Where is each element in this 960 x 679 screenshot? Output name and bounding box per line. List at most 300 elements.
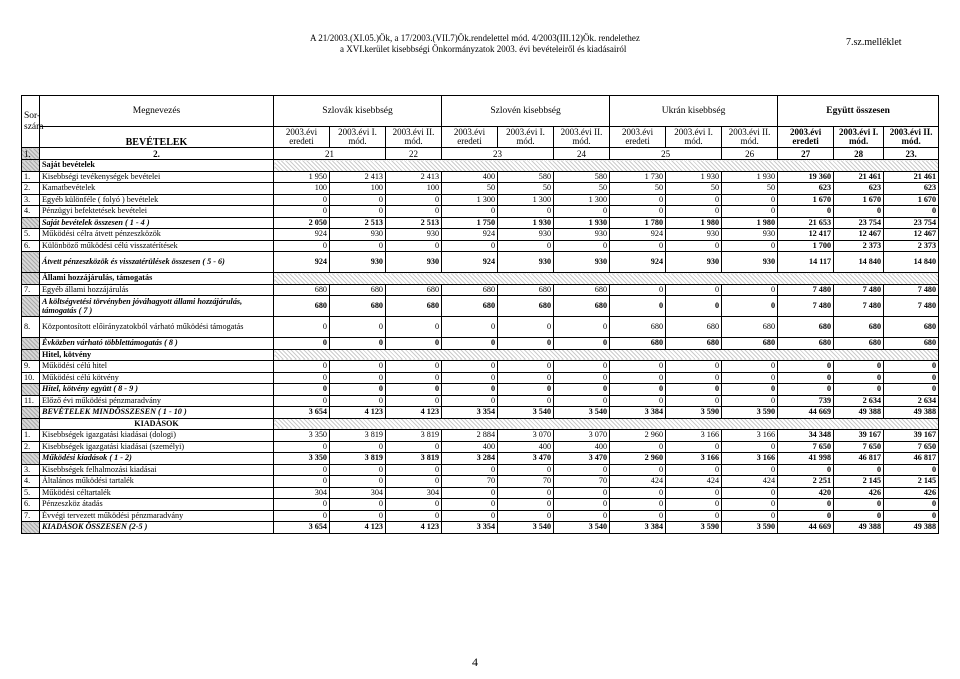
cell-value: 0 <box>330 499 386 511</box>
cell-value: 930 <box>498 229 554 241</box>
cell-value: 623 <box>884 183 939 195</box>
cell-value: 3 384 <box>610 407 666 419</box>
cell-value: 0 <box>722 296 778 317</box>
row-number: 4. <box>22 476 40 488</box>
cell-value: 0 <box>498 361 554 373</box>
row-number: 9. <box>22 361 40 373</box>
cell-value: 1 980 <box>666 217 722 229</box>
cell-value: 924 <box>610 229 666 241</box>
cell-value: 0 <box>330 395 386 407</box>
subheader-year: 2003.évi II. <box>728 127 771 137</box>
cell-value: 14 840 <box>884 252 939 273</box>
cell-value: 0 <box>554 395 610 407</box>
col-megnevezes: Megnevezés <box>40 96 274 127</box>
table-row <box>22 418 939 430</box>
cell-value: 0 <box>498 510 554 522</box>
cell-value: 0 <box>722 395 778 407</box>
cell-value: 2 634 <box>834 395 884 407</box>
cell-value: 0 <box>610 296 666 317</box>
cell-value: 1 930 <box>554 217 610 229</box>
cell-value: 4 123 <box>330 407 386 419</box>
row-label: Saját bevételek összesen ( 1 - 4 ) <box>40 217 274 229</box>
cell-value: 23 754 <box>884 217 939 229</box>
cell-value: 7 650 <box>778 441 834 453</box>
cell-value: 4 123 <box>386 407 442 419</box>
cell-value: 2 634 <box>884 395 939 407</box>
cell-value: 304 <box>386 487 442 499</box>
subheader-type: eredeti <box>457 136 482 146</box>
cell-value: 0 <box>722 372 778 384</box>
cell-value: 100 <box>386 183 442 195</box>
cell-value: 0 <box>442 338 498 350</box>
cell-value: 400 <box>442 171 498 183</box>
row-number <box>22 453 40 465</box>
cell-value: 680 <box>442 296 498 317</box>
subheader-year: 2003.évi I. <box>674 127 713 137</box>
cell-value: 3 166 <box>666 453 722 465</box>
cell-value: 924 <box>274 229 330 241</box>
subheader-3-1 <box>834 127 884 148</box>
cell-value: 50 <box>554 183 610 195</box>
cell-value: 680 <box>386 296 442 317</box>
row-number: 6. <box>22 240 40 252</box>
cell-value: 680 <box>274 284 330 296</box>
row-label: Általános működési tartalék <box>40 476 274 488</box>
cell-value: 680 <box>386 284 442 296</box>
cell-value: 930 <box>554 229 610 241</box>
cell-value: 100 <box>274 183 330 195</box>
cell-value: 1 300 <box>442 194 498 206</box>
subheader-type: eredeti <box>625 136 650 146</box>
cell-value: 0 <box>386 317 442 338</box>
cell-value: 0 <box>722 441 778 453</box>
cell-value: 0 <box>386 476 442 488</box>
cell-value: 0 <box>386 510 442 522</box>
cell-value: 680 <box>778 338 834 350</box>
cell-value: 19 360 <box>778 171 834 183</box>
cell-value: 4 123 <box>330 522 386 534</box>
table-row <box>22 171 939 183</box>
subheader-type: mód. <box>848 136 869 146</box>
column-number: 25 <box>610 148 722 160</box>
column-number: 24 <box>554 148 610 160</box>
cell-value: 0 <box>610 206 666 218</box>
table-row <box>22 183 939 195</box>
cell-value: 0 <box>834 384 884 396</box>
cell-value: 0 <box>330 240 386 252</box>
cell-value: 680 <box>778 317 834 338</box>
cell-value: 0 <box>610 194 666 206</box>
cell-value: 12 417 <box>778 229 834 241</box>
cell-value: 0 <box>330 206 386 218</box>
row-number <box>22 296 40 317</box>
cell-value: 39 167 <box>884 430 939 442</box>
cell-value: 0 <box>722 510 778 522</box>
cell-value: 680 <box>666 338 722 350</box>
cell-value: 1 950 <box>274 171 330 183</box>
cell-value: 0 <box>498 384 554 396</box>
cell-value: 0 <box>666 240 722 252</box>
cell-value: 1 730 <box>610 171 666 183</box>
cell-value: 930 <box>330 252 386 273</box>
cell-value: 12 467 <box>884 229 939 241</box>
row-number: 7. <box>22 510 40 522</box>
subheader-type: mód. <box>901 136 921 146</box>
cell-value: 3 070 <box>554 430 610 442</box>
cell-value: 2 413 <box>386 171 442 183</box>
cell-value: 0 <box>610 499 666 511</box>
section-filler <box>274 349 939 361</box>
cell-value: 0 <box>498 487 554 499</box>
cell-value: 680 <box>274 296 330 317</box>
cell-value: 2 145 <box>884 476 939 488</box>
cell-value: 3 350 <box>274 430 330 442</box>
header-row-sub <box>22 127 939 148</box>
cell-value: 46 817 <box>884 453 939 465</box>
cell-value: 0 <box>274 464 330 476</box>
subheader-type: mód. <box>348 136 367 146</box>
cell-value: 930 <box>498 252 554 273</box>
cell-value: 930 <box>722 229 778 241</box>
cell-value: 304 <box>274 487 330 499</box>
row-number <box>22 160 40 172</box>
cell-value: 3 540 <box>498 407 554 419</box>
cell-value: 0 <box>884 206 939 218</box>
cell-value: 49 388 <box>884 522 939 534</box>
column-number: 28 <box>834 148 884 160</box>
subheader-year: 2003.évi <box>285 127 318 137</box>
cell-value: 0 <box>778 499 834 511</box>
cell-value: 0 <box>274 372 330 384</box>
row-number <box>22 217 40 229</box>
row-number: 5. <box>22 229 40 241</box>
cell-value: 930 <box>330 229 386 241</box>
row-number <box>22 349 40 361</box>
page-number: 4 <box>472 655 478 669</box>
table-row <box>22 229 939 241</box>
cell-value: 50 <box>610 183 666 195</box>
cell-value: 3 166 <box>722 430 778 442</box>
cell-value: 0 <box>884 510 939 522</box>
cell-value: 424 <box>722 476 778 488</box>
header-row-groups <box>22 96 939 127</box>
cell-value: 3 819 <box>330 453 386 465</box>
cell-value: 0 <box>386 361 442 373</box>
cell-value: 0 <box>834 510 884 522</box>
cell-value: 0 <box>884 384 939 396</box>
cell-value: 1 700 <box>778 240 834 252</box>
cell-value: 0 <box>666 361 722 373</box>
cell-value: 0 <box>442 361 498 373</box>
subheader-0-2 <box>386 127 442 148</box>
cell-value: 0 <box>442 384 498 396</box>
cell-value: 14 840 <box>834 252 884 273</box>
cell-value: 0 <box>722 240 778 252</box>
cell-value: 0 <box>884 499 939 511</box>
col-sorszam: Sor- szám <box>22 96 40 148</box>
row-label: Pénzeszköz átadás <box>40 499 274 511</box>
row-label: KIADÁSOK <box>40 418 274 430</box>
cell-value: 930 <box>722 252 778 273</box>
cell-value: 930 <box>666 229 722 241</box>
cell-value: 0 <box>666 284 722 296</box>
cell-value: 680 <box>330 284 386 296</box>
table-row <box>22 464 939 476</box>
cell-value: 924 <box>442 252 498 273</box>
cell-value: 7 480 <box>778 296 834 317</box>
row-number: 1. <box>22 430 40 442</box>
cell-value: 0 <box>442 464 498 476</box>
cell-value: 0 <box>722 499 778 511</box>
cell-value: 0 <box>498 240 554 252</box>
cell-value: 12 467 <box>834 229 884 241</box>
cell-value: 0 <box>554 372 610 384</box>
cell-value: 580 <box>554 171 610 183</box>
row-label: Egyéb állami hozzájárulás <box>40 284 274 296</box>
subheader-2-0 <box>610 127 666 148</box>
cell-value: 0 <box>666 441 722 453</box>
cell-value: 50 <box>498 183 554 195</box>
subheader-0-0 <box>274 127 330 148</box>
cell-value: 680 <box>554 296 610 317</box>
cell-value: 2 513 <box>330 217 386 229</box>
subheader-3-0 <box>778 127 834 148</box>
cell-value: 0 <box>778 464 834 476</box>
cell-value: 0 <box>554 510 610 522</box>
subheader-type: mód. <box>404 136 423 146</box>
cell-value: 0 <box>610 240 666 252</box>
row-number: 8. <box>22 317 40 338</box>
cell-value: 1 670 <box>778 194 834 206</box>
cell-value: 49 388 <box>834 407 884 419</box>
cell-value: 50 <box>442 183 498 195</box>
table-row <box>22 240 939 252</box>
table-row <box>22 441 939 453</box>
cell-value: 0 <box>274 338 330 350</box>
cell-value: 3 590 <box>666 522 722 534</box>
header-line-1: A 21/2003.(XI.05.)Ök, a 17/2003.(VII.7)Ök.rendelettel mód. 4/2003(III.12)Ök. rendelethez <box>310 33 640 43</box>
subheader-0-1 <box>330 127 386 148</box>
cell-value: 0 <box>330 372 386 384</box>
cell-value: 0 <box>666 384 722 396</box>
cell-value: 3 350 <box>274 453 330 465</box>
row-label: Saját bevételek <box>40 160 274 172</box>
column-number: 22 <box>386 148 442 160</box>
subheader-year: 2003.évi <box>621 127 654 137</box>
table-row <box>22 407 939 419</box>
cell-value: 1 980 <box>722 217 778 229</box>
cell-value: 0 <box>884 372 939 384</box>
cell-value: 580 <box>498 171 554 183</box>
row-label: Átvett pénzeszközök és visszatérülések összesen ( 5 - 6) <box>40 252 274 273</box>
cell-value: 0 <box>554 317 610 338</box>
cell-value: 1 930 <box>666 171 722 183</box>
cell-value: 3 470 <box>554 453 610 465</box>
row-label: Kamatbevételek <box>40 183 274 195</box>
cell-value: 70 <box>442 476 498 488</box>
cell-value: 623 <box>834 183 884 195</box>
cell-value: 21 461 <box>834 171 884 183</box>
cell-value: 3 070 <box>498 430 554 442</box>
cell-value: 41 998 <box>778 453 834 465</box>
cell-value: 14 117 <box>778 252 834 273</box>
cell-value: 930 <box>386 229 442 241</box>
cell-value: 21 653 <box>778 217 834 229</box>
cell-value: 0 <box>498 317 554 338</box>
cell-value: 0 <box>498 499 554 511</box>
cell-value: 3 540 <box>554 522 610 534</box>
subheader-type: mód. <box>516 136 535 146</box>
cell-value: 1 670 <box>884 194 939 206</box>
row-number <box>22 384 40 396</box>
row-number: 4. <box>22 206 40 218</box>
cell-value: 7 480 <box>834 296 884 317</box>
cell-value: 0 <box>610 464 666 476</box>
cell-value: 49 388 <box>884 407 939 419</box>
cell-value: 739 <box>778 395 834 407</box>
row-label: Központosított előirányzatokból várható működési támogatás <box>40 317 274 338</box>
cell-value: 930 <box>386 252 442 273</box>
cell-value: 924 <box>610 252 666 273</box>
cell-value: 0 <box>274 317 330 338</box>
cell-value: 0 <box>884 464 939 476</box>
cell-value: 0 <box>442 240 498 252</box>
table-row <box>22 384 939 396</box>
row-label: Egyéb különféle ( folyó ) bevételek <box>40 194 274 206</box>
cell-value: 400 <box>442 441 498 453</box>
cell-value: 0 <box>554 361 610 373</box>
row-number: 3. <box>22 464 40 476</box>
row-label: Kisebbségi tevékenységek bevételei <box>40 171 274 183</box>
cell-value: 0 <box>834 464 884 476</box>
cell-value: 680 <box>442 284 498 296</box>
cell-value: 0 <box>386 441 442 453</box>
cell-value: 2 373 <box>884 240 939 252</box>
cell-value: 0 <box>554 499 610 511</box>
cell-value: 2 050 <box>274 217 330 229</box>
cell-value: 0 <box>274 499 330 511</box>
table-row <box>22 338 939 350</box>
cell-value: 0 <box>778 372 834 384</box>
table-row <box>22 296 939 317</box>
cell-value: 0 <box>442 206 498 218</box>
row-number <box>22 273 40 285</box>
cell-value: 0 <box>442 499 498 511</box>
cell-value: 1 930 <box>498 217 554 229</box>
row-number: 2. <box>22 183 40 195</box>
cell-value: 680 <box>884 317 939 338</box>
table-row <box>22 349 939 361</box>
cell-value: 930 <box>666 252 722 273</box>
row-label: Kisebbségek igazgatási kiadásai (dologi) <box>40 430 274 442</box>
row-label: Hitel, kötvény együtt ( 8 - 9 ) <box>40 384 274 396</box>
cell-value: 50 <box>666 183 722 195</box>
cell-value: 0 <box>610 361 666 373</box>
row-number: 10. <box>22 372 40 384</box>
cell-value: 0 <box>554 384 610 396</box>
cell-value: 7 650 <box>884 441 939 453</box>
cell-value: 3 384 <box>610 522 666 534</box>
row-label: Előző évi működési pénzmaradvány <box>40 395 274 407</box>
cell-value: 100 <box>330 183 386 195</box>
cell-value: 2 251 <box>778 476 834 488</box>
cell-value: 1 780 <box>610 217 666 229</box>
row-number: 1. <box>22 171 40 183</box>
cell-value: 0 <box>722 464 778 476</box>
cell-value: 0 <box>554 206 610 218</box>
subheader-3-2 <box>884 127 939 148</box>
cell-value: 0 <box>330 317 386 338</box>
bevetelek-heading: BEVÉTELEK <box>40 127 274 148</box>
cell-value: 0 <box>610 384 666 396</box>
cell-value: 424 <box>666 476 722 488</box>
cell-value: 0 <box>330 384 386 396</box>
cell-value: 70 <box>498 476 554 488</box>
cell-value: 0 <box>386 338 442 350</box>
row-number: 7. <box>22 284 40 296</box>
subheader-year: 2003.évi I. <box>838 127 879 137</box>
cell-value: 400 <box>554 441 610 453</box>
group-szloven: Szlovén kisebbség <box>442 96 610 127</box>
cell-value: 0 <box>442 510 498 522</box>
cell-value: 2 884 <box>442 430 498 442</box>
cell-value: 44 669 <box>778 522 834 534</box>
cell-value: 680 <box>498 284 554 296</box>
row-label: BEVÉTELEK MINDÖSSZESEN ( 1 - 10 ) <box>40 407 274 419</box>
cell-value: 0 <box>778 510 834 522</box>
cell-value: 930 <box>554 252 610 273</box>
subheader-type: mód. <box>684 136 703 146</box>
cell-value: 46 817 <box>834 453 884 465</box>
cell-value: 3 654 <box>274 407 330 419</box>
row-number: 11. <box>22 395 40 407</box>
cell-value: 1 300 <box>498 194 554 206</box>
column-number: 1. <box>22 148 40 160</box>
cell-value: 3 166 <box>722 453 778 465</box>
cell-value: 0 <box>386 464 442 476</box>
cell-value: 0 <box>330 338 386 350</box>
cell-value: 0 <box>554 487 610 499</box>
cell-value: 2 960 <box>610 453 666 465</box>
table-row <box>22 206 939 218</box>
table-row <box>22 160 939 172</box>
cell-value: 0 <box>722 194 778 206</box>
cell-value: 3 166 <box>666 430 722 442</box>
table-row <box>22 476 939 488</box>
cell-value: 3 354 <box>442 407 498 419</box>
cell-value: 0 <box>554 338 610 350</box>
row-label: Különböző működési célú visszatérítések <box>40 240 274 252</box>
row-label: Évvégi tervezett működési pénzmaradvány <box>40 510 274 522</box>
cell-value: 426 <box>834 487 884 499</box>
cell-value: 0 <box>722 361 778 373</box>
cell-value: 3 590 <box>722 407 778 419</box>
row-number: 3. <box>22 194 40 206</box>
subheader-year: 2003.évi II. <box>889 127 933 137</box>
cell-value: 0 <box>330 361 386 373</box>
cell-value: 0 <box>498 372 554 384</box>
cell-value: 0 <box>778 206 834 218</box>
cell-value: 0 <box>330 464 386 476</box>
cell-value: 0 <box>386 206 442 218</box>
cell-value: 0 <box>274 510 330 522</box>
row-label: Évközben várható többlettámogatás ( 8 ) <box>40 338 274 350</box>
table-row <box>22 522 939 534</box>
cell-value: 21 461 <box>884 171 939 183</box>
cell-value: 680 <box>330 296 386 317</box>
row-number <box>22 418 40 430</box>
cell-value: 924 <box>442 229 498 241</box>
